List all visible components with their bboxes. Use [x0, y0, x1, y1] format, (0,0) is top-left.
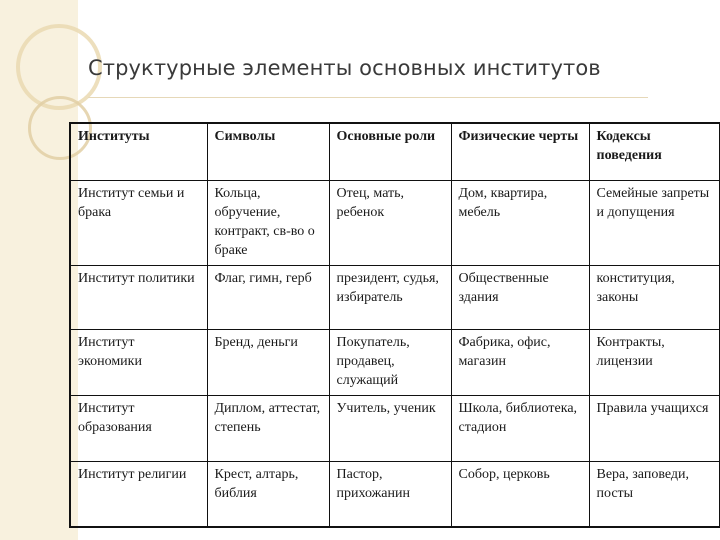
title-divider [88, 97, 648, 98]
header-institutions: Институты [70, 123, 207, 181]
table-row [70, 330, 720, 396]
table-cell: Контракты, лицензии [589, 330, 720, 396]
table-cell: Крест, алтарь, библия [207, 462, 329, 528]
institutions-table [69, 122, 720, 528]
table-cell: Пастор, прихожанин [329, 462, 451, 528]
table-row [70, 396, 720, 462]
table-cell: Институт образования [70, 396, 207, 462]
table-row [70, 181, 720, 266]
table-cell: Покупатель, продавец, служащий [329, 330, 451, 396]
table-header-row [70, 123, 720, 181]
table-cell: Фабрика, офис, магазин [451, 330, 589, 396]
table-cell: Отец, мать, ребенок [329, 181, 451, 266]
table-row [70, 266, 720, 330]
slide-title: Структурные элементы основных институтов [88, 56, 601, 80]
table-cell: Институт экономики [70, 330, 207, 396]
table-cell: президент, судья, избиратель [329, 266, 451, 330]
header-physical-features: Физические черты [451, 123, 589, 181]
table-cell: Общественные здания [451, 266, 589, 330]
table-cell: Собор, церковь [451, 462, 589, 528]
table-cell: конституция, законы [589, 266, 720, 330]
header-symbols: Символы [207, 123, 329, 181]
table-cell: Правила учащихся [589, 396, 720, 462]
header-main-roles: Основные роли [329, 123, 451, 181]
table-cell: Бренд, деньги [207, 330, 329, 396]
table-cell: Диплом, аттестат, степень [207, 396, 329, 462]
table-cell: Институт семьи и брака [70, 181, 207, 266]
table-cell: Флаг, гимн, герб [207, 266, 329, 330]
header-codes-of-conduct: Кодексы поведения [589, 123, 720, 181]
table-cell: Школа, библиотека, стадион [451, 396, 589, 462]
table-cell: Семейные запреты и допущения [589, 181, 720, 266]
table-cell: Учитель, ученик [329, 396, 451, 462]
table-cell: Вера, заповеди, посты [589, 462, 720, 528]
table-cell: Кольца, обручение, контракт, св-во о браке [207, 181, 329, 266]
table-cell: Дом, квартира, мебель [451, 181, 589, 266]
table-row [70, 462, 720, 528]
table-cell: Институт религии [70, 462, 207, 528]
table-cell: Институт политики [70, 266, 207, 330]
